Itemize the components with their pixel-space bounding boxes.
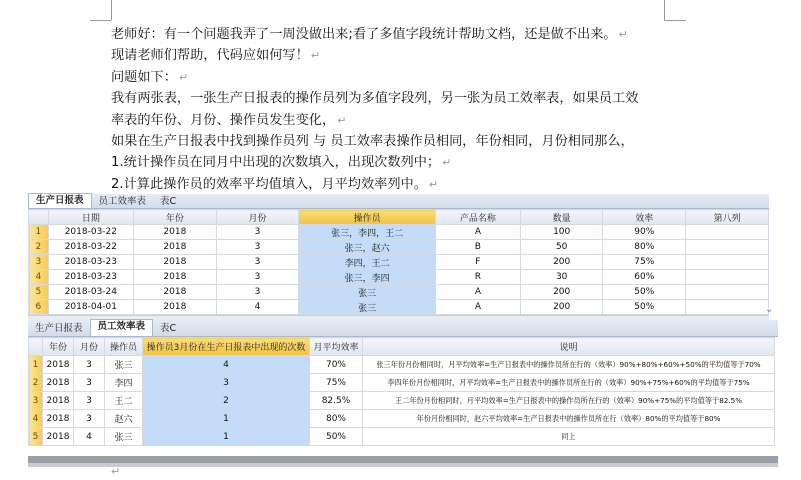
eighth-cell[interactable] [686, 285, 769, 300]
body-line [111, 88, 671, 109]
paragraph-mark-icon: ↵ [310, 49, 321, 63]
year-cell[interactable]: 2018 [134, 285, 217, 300]
crop-mark-right-vertical [664, 0, 665, 20]
operator-cell[interactable]: 张三 [299, 300, 436, 315]
avg-efficiency-cell[interactable]: 50% [310, 428, 363, 446]
sheet1-col-product[interactable]: 产品名称 [435, 210, 520, 225]
occurrence-count-cell[interactable]: 4 [143, 356, 310, 374]
date-cell[interactable]: 2018-04-01 [48, 300, 133, 315]
body-line [111, 67, 671, 88]
quantity-cell[interactable]: 100 [520, 225, 603, 240]
description-cell[interactable]: 年份月份相同时，赵六平均效率=生产日报表中的操作员所在行（效率）80%的平均值等于80% [363, 410, 775, 428]
table-row [29, 410, 775, 428]
sheet1-col-eighth[interactable]: 第八列 [686, 210, 769, 225]
sheet1-tab-bar [28, 194, 769, 209]
date-cell[interactable]: 2018-03-24 [48, 285, 133, 300]
sheet1-col-date[interactable]: 日期 [48, 210, 133, 225]
sheet2-corner-cell[interactable] [29, 338, 43, 356]
month-cell[interactable]: 3 [216, 255, 299, 270]
table-row [29, 225, 769, 240]
table-row [29, 285, 769, 300]
quantity-cell[interactable]: 200 [520, 255, 603, 270]
product-cell[interactable]: A [435, 285, 520, 300]
operator-cell[interactable]: 张三，李四 [299, 270, 436, 285]
row-number[interactable]: 4 [29, 410, 43, 428]
quantity-cell[interactable]: 200 [520, 285, 603, 300]
description-cell[interactable]: 李四年份月份相同时，月平均效率=生产日报表中的操作员所在行的（效率）90%+75%+60%的平均值等于75% [363, 374, 775, 392]
table-row [29, 240, 769, 255]
table-row [29, 374, 775, 392]
body-line-text: 现请老师们帮助，代码应如何写！ [111, 48, 309, 64]
eighth-cell[interactable] [686, 240, 769, 255]
sheet2-col-monthly-avg-efficiency[interactable]: 月平均效率 [310, 338, 363, 356]
description-cell[interactable]: 张三年份月份相同时，月平均效率=生产日报表中的操作员所在行的（效率）90%+80%+60%+50%的平均值等于70% [363, 356, 775, 374]
scroll-arrow-icon: ⌄ [765, 304, 774, 315]
sheet1-screenshot [28, 194, 769, 318]
body-line-text: 如果在生产日报表中找到操作员列 与 员工效率表操作员相同，年份相同，月份相同那么， [111, 133, 634, 149]
paragraph-mark-icon: ↵ [337, 113, 347, 127]
sheet2-tab-production-report[interactable]: 生产日报表 [35, 323, 83, 334]
row-number[interactable]: 5 [29, 285, 49, 300]
date-cell[interactable]: 2018-03-23 [48, 270, 133, 285]
body-line [111, 174, 671, 195]
table-row [29, 356, 775, 374]
sheet1-header-row [29, 210, 769, 225]
paragraph-mark-icon: ↵ [442, 156, 452, 170]
body-line-text: 1.统计操作员在同月中出现的次数填入，出现次数列中； [111, 155, 441, 171]
year-cell[interactable]: 2018 [43, 392, 74, 410]
row-number[interactable]: 3 [29, 255, 49, 270]
product-cell[interactable]: F [435, 255, 520, 270]
year-cell[interactable]: 2018 [43, 374, 74, 392]
row-number[interactable]: 1 [29, 356, 43, 374]
sheet2-tab-bar [28, 320, 778, 337]
efficiency-cell[interactable]: 90% [603, 225, 686, 240]
eighth-cell[interactable] [686, 270, 769, 285]
product-cell[interactable]: R [435, 270, 520, 285]
product-cell[interactable]: A [435, 300, 520, 315]
sheet1-col-quantity[interactable]: 数量 [520, 210, 603, 225]
avg-efficiency-cell[interactable]: 80% [310, 410, 363, 428]
sheet1-col-operator[interactable]: 操作员 [299, 210, 436, 225]
eighth-cell[interactable] [686, 225, 769, 240]
date-cell[interactable]: 2018-03-22 [48, 225, 133, 240]
body-line-text: 2.计算此操作员的效率平均值填入，月平均效率列中。 [111, 176, 427, 192]
description-cell[interactable]: 同上 [363, 428, 775, 446]
document-body [111, 24, 671, 195]
month-cell[interactable]: 4 [74, 428, 105, 446]
sheet1-grid [28, 209, 769, 315]
description-cell[interactable]: 王二年份月份相同时，月平均效率=生产日报表中的操作员所在行的（效率）90%+75%的平均值等于82.5% [363, 392, 775, 410]
sheet2-col-year[interactable]: 年份 [43, 338, 74, 356]
occurrence-count-cell[interactable]: 1 [143, 410, 310, 428]
table-row [29, 428, 775, 446]
operator-cell[interactable]: 张三 [299, 285, 436, 300]
efficiency-cell[interactable]: 75% [603, 255, 686, 270]
sheet1-tab-production-report[interactable]: 生产日报表 [28, 193, 92, 208]
month-cell[interactable]: 3 [74, 356, 105, 374]
row-number[interactable]: 3 [29, 392, 43, 410]
row-number[interactable]: 5 [29, 428, 43, 446]
year-cell[interactable]: 2018 [43, 428, 74, 446]
body-line-text: 问题如下： [111, 69, 177, 85]
efficiency-cell[interactable]: 80% [603, 240, 686, 255]
table-row [29, 270, 769, 285]
body-line [111, 24, 671, 45]
product-cell[interactable]: B [435, 240, 520, 255]
crop-mark-left-horizontal [90, 20, 111, 21]
quantity-cell[interactable]: 30 [520, 270, 603, 285]
sheet2-grid [28, 337, 775, 446]
sheet1-tab-table-c[interactable]: 表C [160, 196, 177, 207]
crop-mark-left-vertical [111, 0, 112, 20]
sheet2-tab-employee-efficiency[interactable]: 员工效率表 [90, 319, 154, 336]
year-cell[interactable]: 2018 [134, 270, 217, 285]
paragraph-mark-icon: ↵ [111, 465, 121, 478]
year-cell[interactable]: 2018 [43, 356, 74, 374]
avg-efficiency-cell[interactable]: 82.5% [310, 392, 363, 410]
operator-cell[interactable]: 王二 [105, 392, 143, 410]
year-cell[interactable]: 2018 [134, 225, 217, 240]
body-line-text: 老师好：有一个问题我弄了一周没做出来;看了多值字段统计帮助文档，还是做不出来。 [111, 27, 617, 42]
avg-efficiency-cell[interactable]: 70% [310, 356, 363, 374]
efficiency-cell[interactable]: 50% [603, 285, 686, 300]
sheet2-tab-table-c[interactable]: 表C [160, 323, 177, 334]
image-bottom-border [28, 463, 778, 467]
occurrence-count-cell[interactable]: 3 [143, 374, 310, 392]
date-cell[interactable]: 2018-03-23 [48, 255, 133, 270]
month-cell[interactable]: 3 [216, 270, 299, 285]
sheet2-col-occurrence-count[interactable]: 操作员3月份在生产日报表中出现的次数 [143, 338, 310, 356]
sheet2-screenshot [28, 320, 778, 463]
month-cell[interactable]: 3 [74, 410, 105, 428]
row-number[interactable]: 1 [29, 225, 49, 240]
year-cell[interactable]: 2018 [134, 300, 217, 315]
sheet2-col-month[interactable]: 月份 [74, 338, 105, 356]
body-line [111, 152, 671, 173]
avg-efficiency-cell[interactable]: 75% [310, 374, 363, 392]
sheet1-corner-cell[interactable] [29, 210, 49, 225]
quantity-cell[interactable]: 200 [520, 300, 603, 315]
sheet2-header-row [29, 338, 775, 356]
occurrence-count-cell[interactable]: 2 [143, 392, 310, 410]
row-number[interactable]: 6 [29, 300, 49, 315]
operator-cell[interactable]: 张三，李四，王二 [299, 225, 436, 240]
efficiency-cell[interactable]: 50% [603, 300, 686, 315]
crop-mark-right-horizontal [664, 20, 686, 21]
sheet1-col-efficiency[interactable]: 效率 [603, 210, 686, 225]
efficiency-cell[interactable]: 60% [603, 270, 686, 285]
operator-cell[interactable]: 李四 [105, 374, 143, 392]
row-number[interactable]: 2 [29, 240, 49, 255]
sheet2-col-description[interactable]: 说明 [363, 338, 775, 356]
year-cell[interactable]: 2018 [134, 240, 217, 255]
sheet1-col-month[interactable]: 月份 [216, 210, 299, 225]
sheet2-status-strip [28, 456, 778, 463]
sheet1-col-year[interactable]: 年份 [134, 210, 217, 225]
month-cell[interactable]: 4 [216, 300, 299, 315]
table-row [29, 392, 775, 410]
table-row [29, 255, 769, 270]
year-cell[interactable]: 2018 [43, 410, 74, 428]
paragraph-mark-icon: ↵ [618, 28, 628, 41]
body-line-text: 率表的年份、月份、操作员发生变化， [111, 112, 336, 128]
year-cell[interactable]: 2018 [134, 255, 217, 270]
body-line [111, 131, 671, 152]
occurrence-count-cell[interactable]: 1 [143, 428, 310, 446]
date-cell[interactable]: 2018-03-22 [48, 240, 133, 255]
operator-cell[interactable]: 李四，王二 [299, 255, 436, 270]
paragraph-mark-icon: ↵ [428, 177, 439, 191]
row-number[interactable]: 4 [29, 270, 49, 285]
operator-cell[interactable]: 张三，赵六 [299, 240, 436, 255]
operator-cell[interactable]: 张三 [105, 428, 143, 446]
product-cell[interactable]: A [435, 225, 520, 240]
sheet2-col-operator[interactable]: 操作员 [105, 338, 143, 356]
month-cell[interactable]: 3 [216, 285, 299, 300]
month-cell[interactable]: 3 [216, 240, 299, 255]
table-row [29, 300, 769, 315]
body-line [111, 110, 671, 131]
body-line [111, 45, 671, 66]
eighth-cell[interactable] [686, 255, 769, 270]
month-cell[interactable]: 3 [216, 225, 299, 240]
operator-cell[interactable]: 赵六 [105, 410, 143, 428]
month-cell[interactable]: 3 [74, 374, 105, 392]
eighth-cell[interactable] [686, 300, 769, 315]
row-number[interactable]: 2 [29, 374, 43, 392]
quantity-cell[interactable]: 50 [520, 240, 603, 255]
month-cell[interactable]: 3 [74, 392, 105, 410]
operator-cell[interactable]: 张三 [105, 356, 143, 374]
paragraph-mark-icon: ↵ [178, 70, 189, 84]
sheet1-tab-employee-efficiency[interactable]: 员工效率表 [98, 196, 147, 207]
body-line-text: 我有两张表，一张生产日报表的操作员列为多值字段列，另一张为员工效率表，如果员工效 [111, 91, 639, 107]
